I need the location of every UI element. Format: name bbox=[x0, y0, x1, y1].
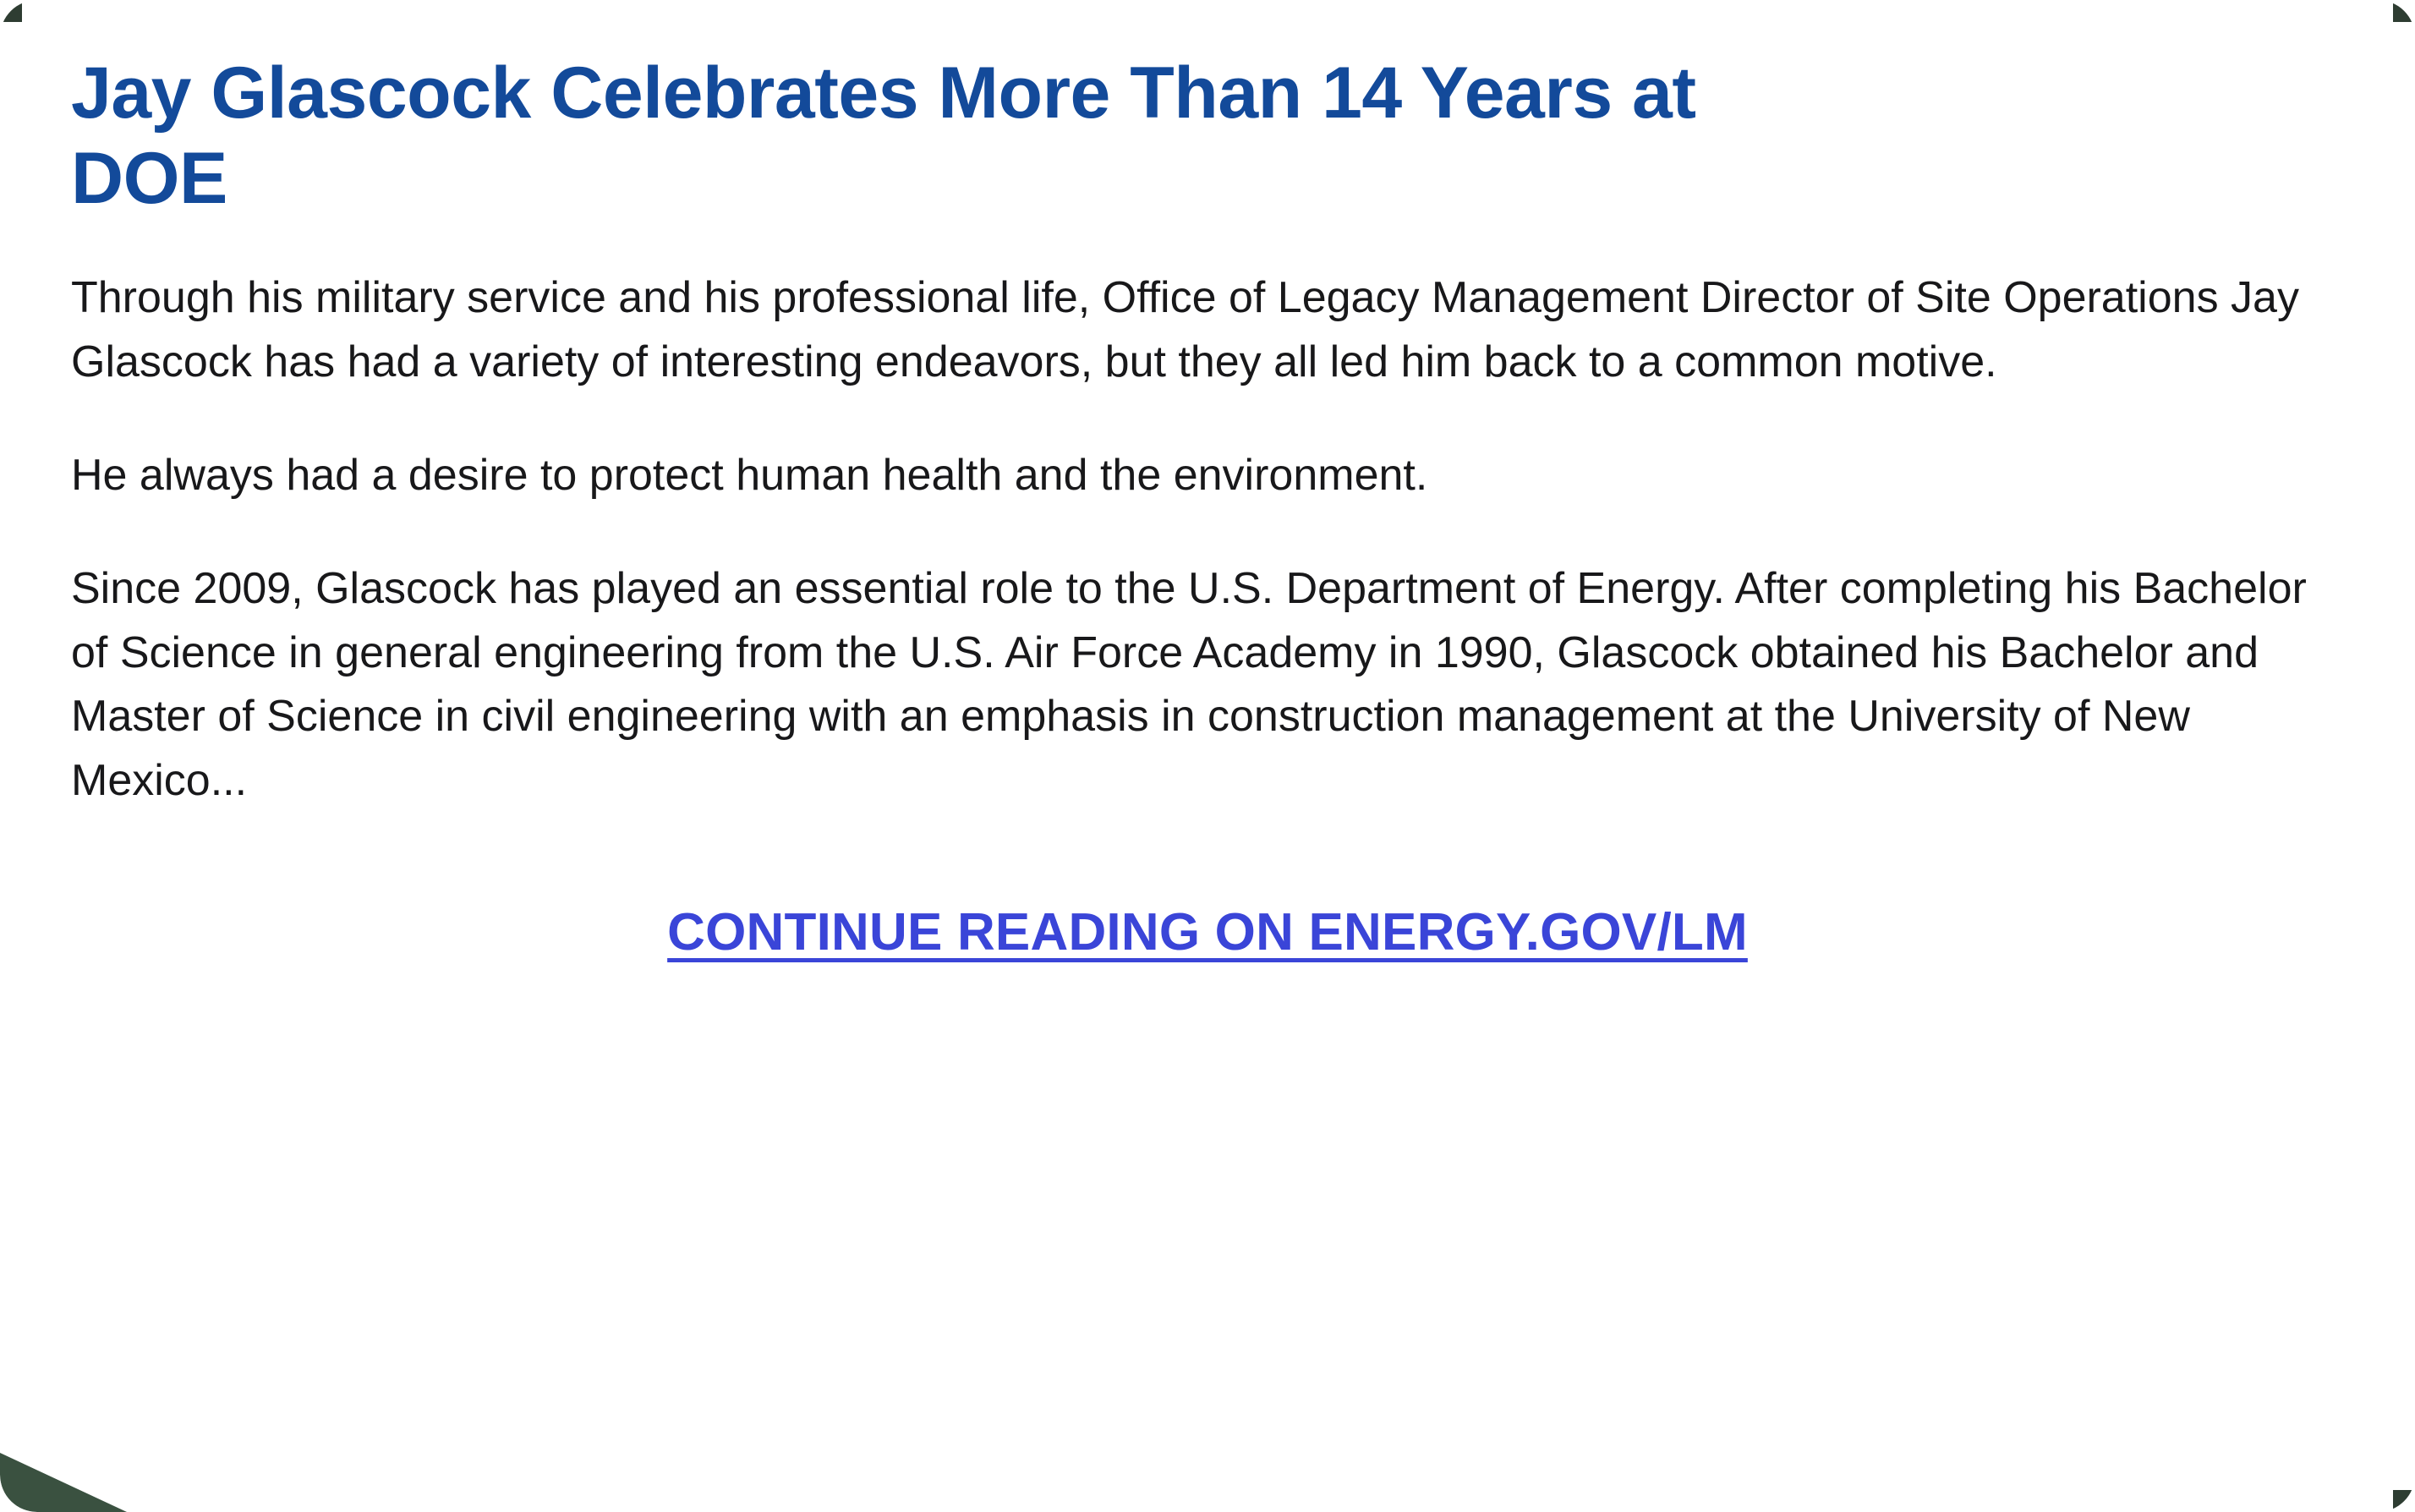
corner-accent-top-left bbox=[0, 0, 22, 22]
corner-accent-bottom-left bbox=[0, 1453, 127, 1512]
article-body bbox=[71, 266, 2320, 814]
corner-accent-bottom-right bbox=[2393, 1490, 2415, 1512]
article-paragraph: He always had a desire to protect human health and the environment. bbox=[71, 450, 1428, 500]
cta-container bbox=[71, 902, 2344, 962]
article-paragraph: Since 2009, Glascock has played an essential role to the U.S. Department of Energy. After completing his Bachelor of Science in general engineering from the U.S. Air Force Academy in 1990, Glascock obtained his Bachelor and Master of Science in civil engineering with an emphasis in construction management at the University of New Mexico... bbox=[71, 563, 2307, 806]
continue-reading-link[interactable]: CONTINUE READING ON ENERGY.GOV/LM bbox=[667, 903, 1748, 962]
corner-accent-top-right bbox=[2393, 0, 2415, 22]
article-paragraph: Through his military service and his professional life, Office of Legacy Management Director of Site Operations Jay Glascock has had a variety of interesting endeavors, but they all led him back to a common motive. bbox=[71, 272, 2299, 386]
page-title: Jay Glascock Celebrates More Than 14 Years at DOE bbox=[71, 52, 1696, 220]
